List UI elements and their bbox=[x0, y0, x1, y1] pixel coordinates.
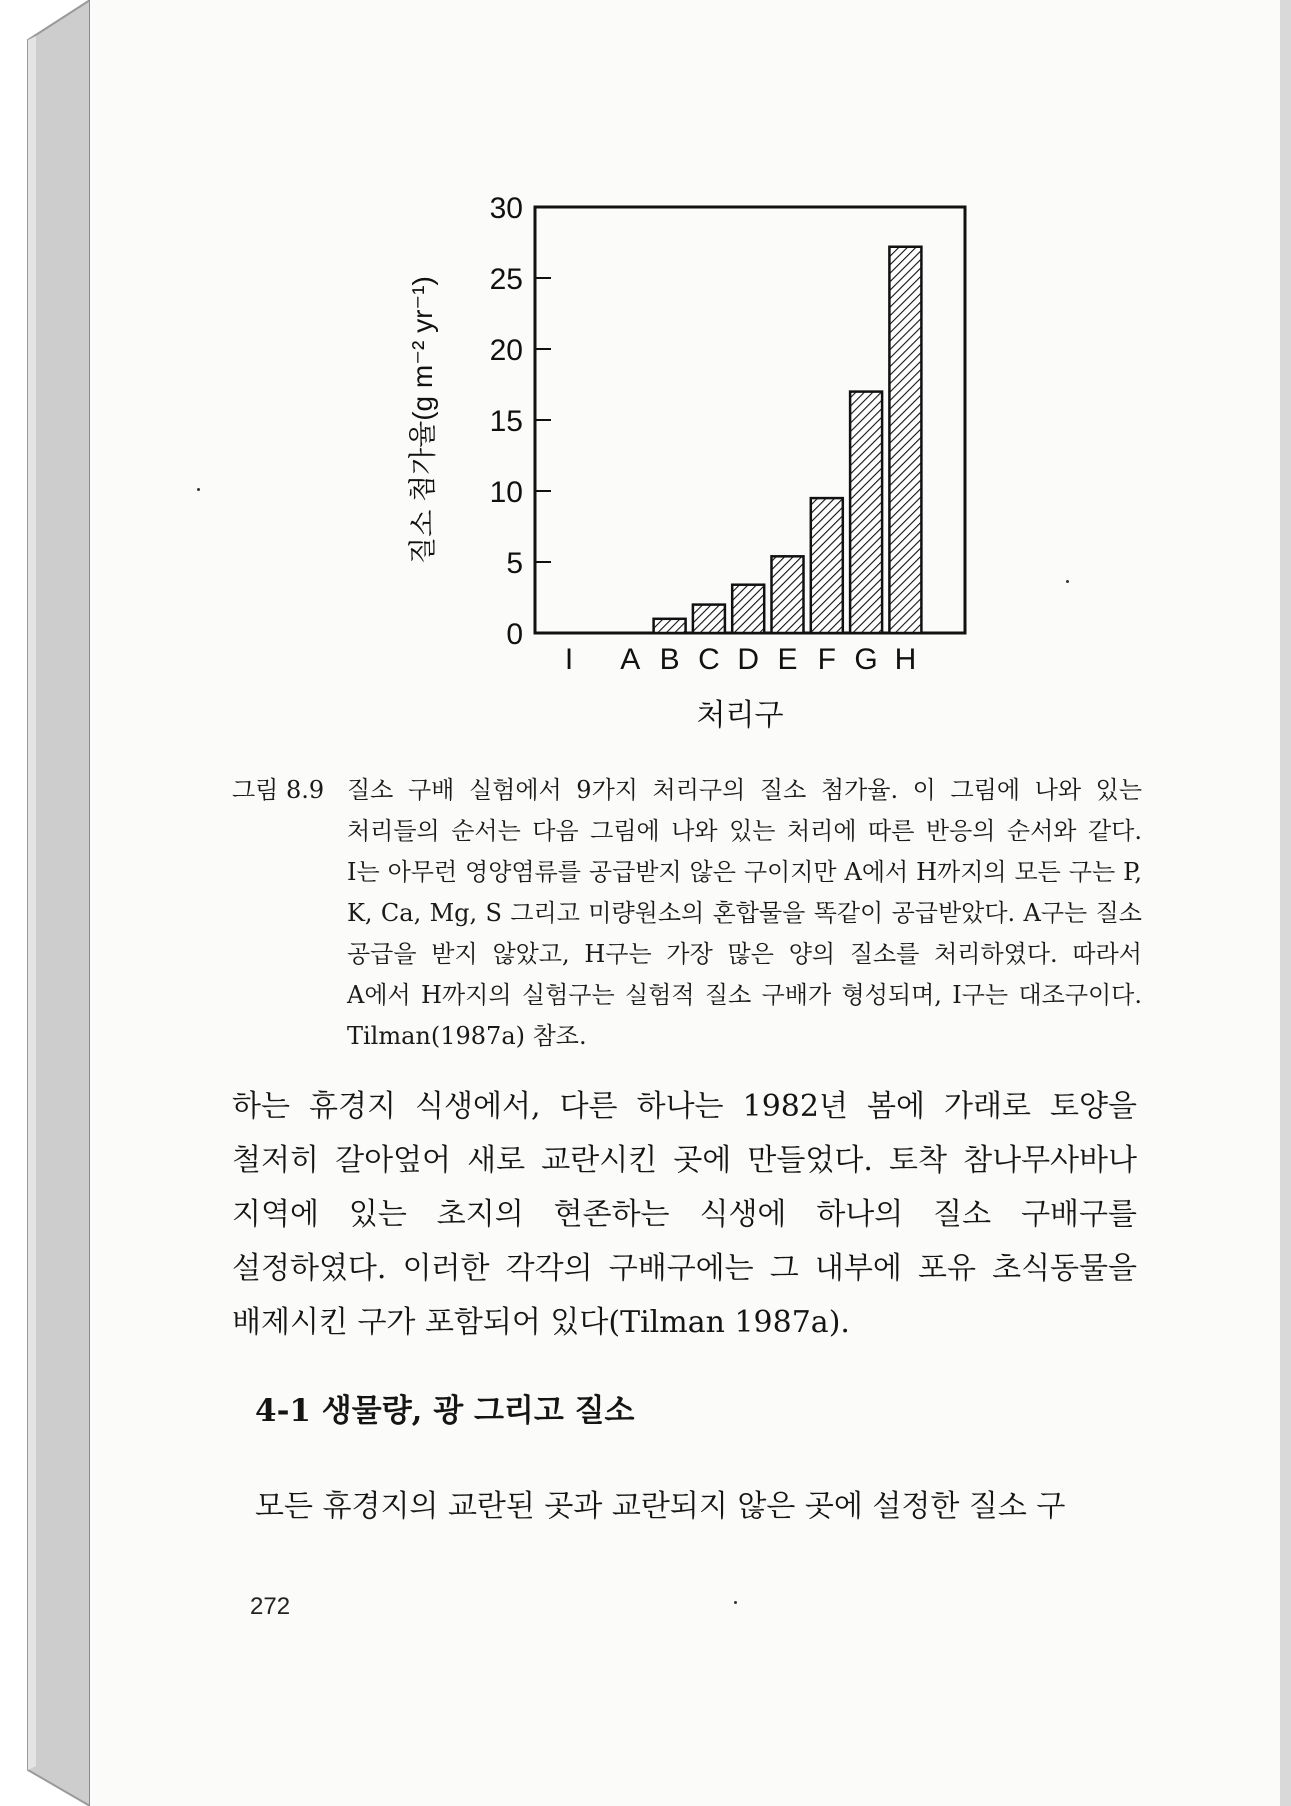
body-paragraph-2: 모든 휴경지의 교란된 곳과 교란되지 않은 곳에 설정한 질소 구 bbox=[255, 1489, 1066, 1524]
bar-H bbox=[889, 247, 921, 633]
x-tick-label: C bbox=[698, 643, 720, 676]
y-tick-label: 25 bbox=[489, 263, 523, 296]
bar-C bbox=[693, 605, 725, 633]
nitrogen-addition-chart bbox=[380, 180, 1000, 760]
y-tick-label: 30 bbox=[489, 192, 523, 225]
x-tick-label: H bbox=[894, 643, 917, 676]
body-paragraph: 하는 휴경지 식생에서, 다른 하나는 1982년 봄에 가래로 토양을 철저히 갈아엎어 새로 교란시킨 곳에 만들었다. 토착 참나무사바나 지역에 있는 초지의 현존하는 식생에 하나의 질소 구배구를 설정하였다. 이러한 각각의 구배구에는 그 내부에 포유 초식동물을 배제시킨 구가 포함되어 있다(Tilman 1987a). bbox=[232, 1089, 1137, 1340]
x-tick-label: D bbox=[737, 643, 760, 676]
bar-B bbox=[654, 619, 686, 633]
y-tick-label: 5 bbox=[506, 547, 523, 580]
figure-caption-label: 그림 8.9 bbox=[232, 776, 325, 804]
figure-caption bbox=[232, 770, 1142, 1057]
y-tick-label: 0 bbox=[506, 618, 523, 651]
chart-svg bbox=[380, 180, 1000, 760]
x-tick-label: A bbox=[620, 643, 641, 676]
page-number: 272 bbox=[250, 1593, 291, 1620]
x-tick-label: B bbox=[659, 643, 680, 676]
scan-speck bbox=[734, 1601, 737, 1604]
scan-speck bbox=[1066, 580, 1069, 583]
y-tick-label: 10 bbox=[489, 476, 523, 509]
figure-caption-text: 질소 구배 실험에서 9가지 처리구의 질소 첨가율. 이 그림에 나와 있는 처리들의 순서는 다음 그림에 나와 있는 처리에 따른 반응의 순서와 같다. I는 아무런 영양염류를 공급받지 않은 구이지만 A에서 H까지의 모든 구는 P, K, Ca, Mg, S 그리고 미량원소의 혼합물을 똑같이 공급받았다. A구는 질소 공급을 받지 않았고, H구는 가장 많은 양의 질소를 처리하였다. 따라서 A에서 H까지의 실험구는 실험적 질소 구배가 형성되며, I구는 대조구이다. Tilman(1987a) 참조. bbox=[347, 776, 1142, 1050]
y-tick-label: 20 bbox=[489, 334, 523, 367]
y-tick-label: 15 bbox=[489, 405, 523, 438]
bar-G bbox=[850, 392, 882, 633]
x-tick-label: I bbox=[564, 643, 574, 676]
scan-speck bbox=[197, 488, 200, 491]
x-axis-label: 처리구 bbox=[696, 699, 784, 732]
bar-D bbox=[732, 585, 764, 633]
bar-E bbox=[772, 556, 804, 633]
x-tick-label: E bbox=[777, 643, 798, 676]
x-tick-label: G bbox=[854, 643, 878, 676]
bar-F bbox=[811, 498, 843, 633]
y-axis-label: 질소 첨가율(g m⁻² yr⁻¹) bbox=[407, 276, 438, 564]
section-heading: 4-1 생물량, 광 그리고 질소 bbox=[255, 1393, 635, 1429]
x-tick-label: F bbox=[817, 643, 836, 676]
